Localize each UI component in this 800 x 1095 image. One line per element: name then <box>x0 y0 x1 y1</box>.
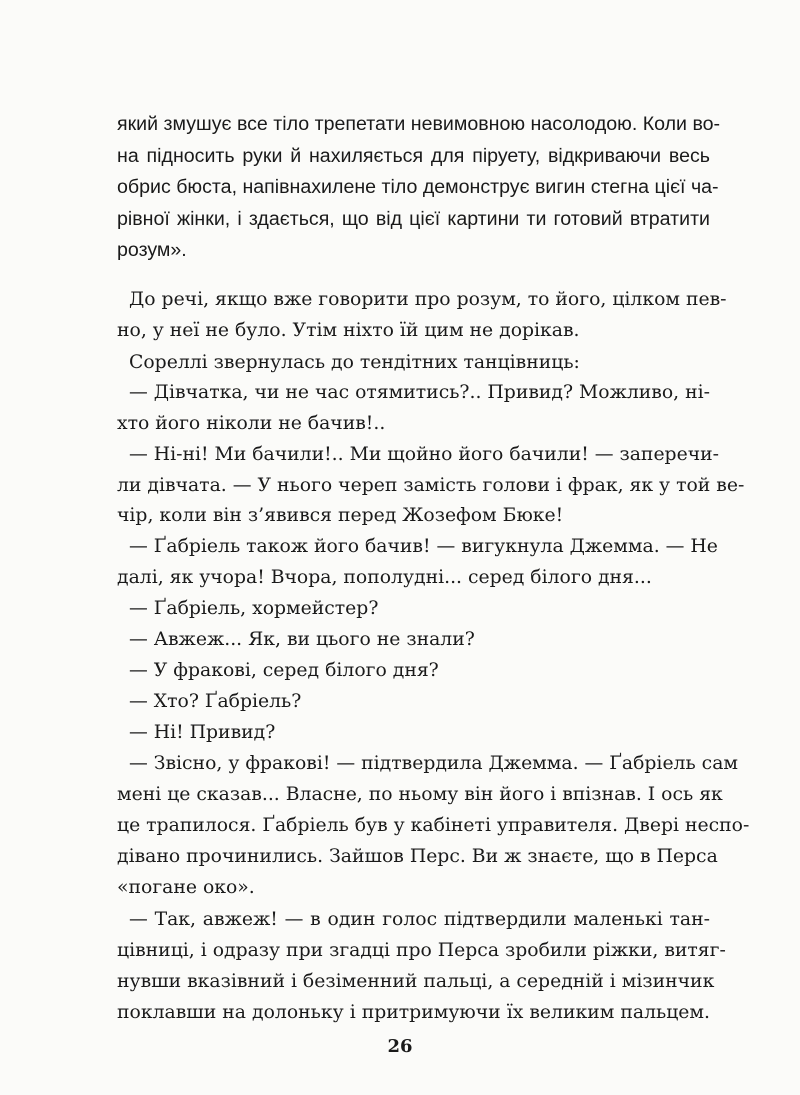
text-line: розум». <box>117 239 187 261</box>
text-line: — Ґабріель також його бачив! — вигукнула Джемма. — Не <box>129 536 718 557</box>
text-line: мені це сказав... Власне, по ньому він його і впізнав. І ось як <box>117 784 723 805</box>
page-number: 26 <box>387 1036 413 1057</box>
text-line: — Так, авжеж! — в один голос підтвердили маленькі тан- <box>129 909 710 930</box>
text-line: рівної жінки, і здається, що від цієї картини ти готовий втратити <box>117 208 710 230</box>
text-line: но, у неї не було. Утім ніхто їй цим не дорікав. <box>117 320 580 341</box>
text-line: Сореллі звернулась до тендітних танцівниць: <box>129 352 580 373</box>
text-line: далі, як учора! Вчора, пополудні... серед білого дня... <box>117 567 652 588</box>
text-line: поклавши на долоньку і притримуючи їх великим пальцем. <box>117 1002 710 1023</box>
text-line: це трапилося. Ґабріель був у кабінеті управителя. Двері неспо- <box>117 815 750 836</box>
text-line: — У фракові, серед білого дня? <box>129 660 439 681</box>
text-line: дівано прочинились. Зайшов Перс. Ви ж знаєте, що в Перса <box>117 846 718 867</box>
text-line: — Ні-ні! Ми бачили!.. Ми щойно його бачили! — заперечи- <box>129 444 719 465</box>
text-line: ли дівчата. — У нього череп замість голови і фрак, як у той ве- <box>117 475 745 496</box>
text-line: — Авжеж... Як, ви цього не знали? <box>129 629 475 650</box>
text-line: обрис бюста, напівнахилене тіло демонструє вигин стегна цієї ча- <box>117 176 719 198</box>
text-line: який змушує все тіло трепетати невимовною насолодою. Коли во- <box>117 113 721 135</box>
text-line: «погане око». <box>117 877 255 898</box>
text-line: — Ні! Привид? <box>129 722 276 743</box>
text-line: — Хто? Ґабріель? <box>129 691 302 712</box>
text-line: чір, коли він з’явився перед Жозефом Бюке! <box>117 505 564 526</box>
text-line: хто його ніколи не бачив!.. <box>117 413 386 434</box>
text-line: — Ґабріель, хормейстер? <box>129 598 379 619</box>
text-line: на підносить руки й нахиляється для піруету, відкриваючи весь <box>117 145 710 167</box>
text-line: цівниці, і одразу при згадці про Перса зробили ріжки, витяг- <box>117 940 726 961</box>
text-line: — Звісно, у фракові! — підтвердила Джемма. — Ґабріель сам <box>129 753 739 774</box>
text-line: До речі, якщо вже говорити про розум, то його, цілком пев- <box>129 289 727 310</box>
text-line: нувши вказівний і безіменний пальці, а середній і мізинчик <box>117 971 715 992</box>
text-line: — Дівчатка, чи не час отямитись?.. Привид? Можливо, ні- <box>129 382 710 403</box>
